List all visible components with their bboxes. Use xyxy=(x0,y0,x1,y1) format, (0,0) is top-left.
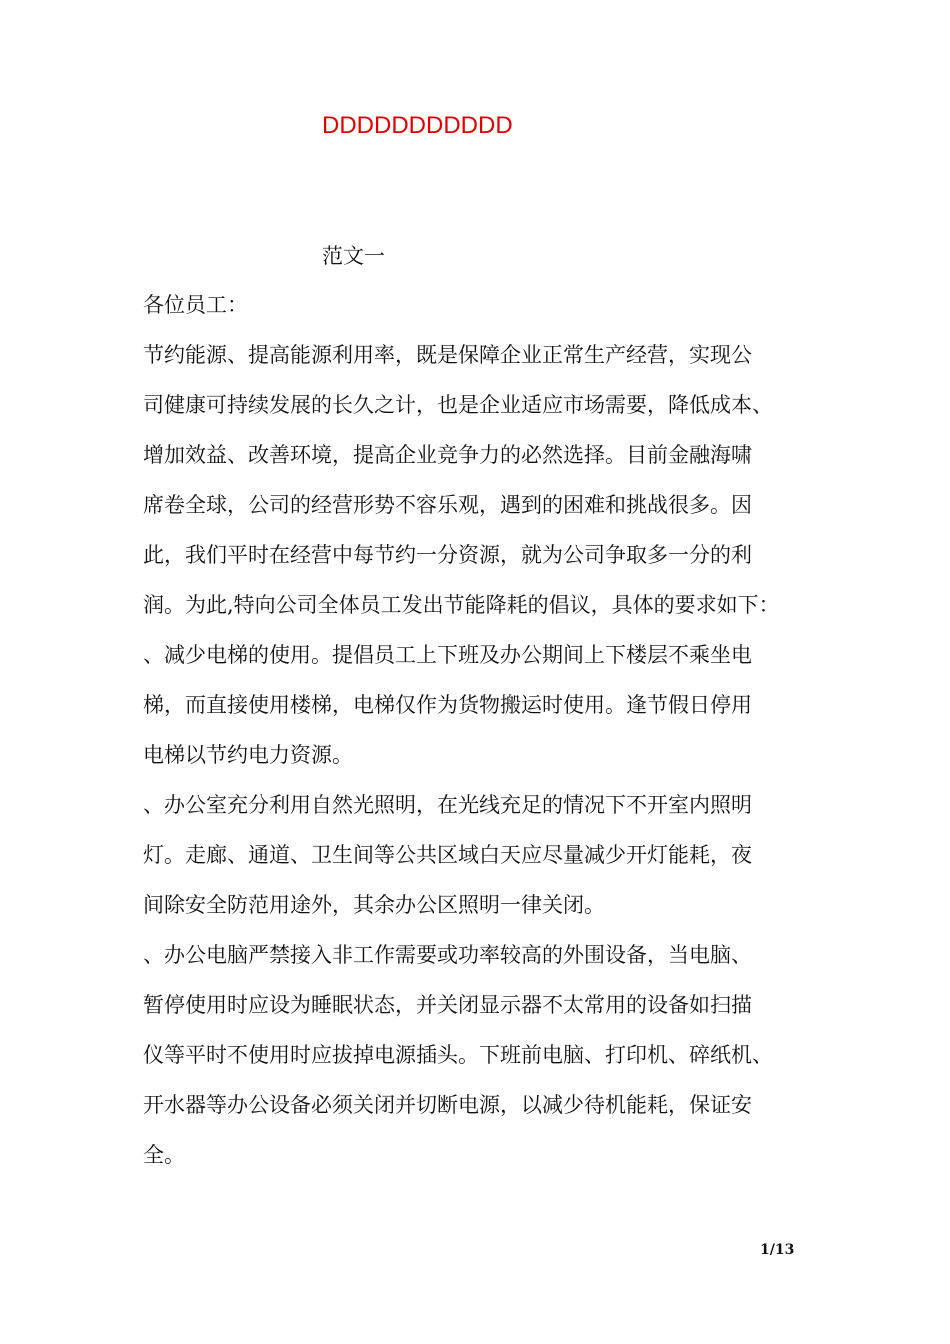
body-line: 电梯以节约电力资源。 xyxy=(143,743,353,767)
body-line: 增加效益、改善环境，提高企业竞争力的必然选择。目前金融海啸 xyxy=(143,443,752,467)
body-line: 司健康可持续发展的长久之计，也是企业适应市场需要，降低成本、 xyxy=(143,393,773,417)
body-line: 梯，而直接使用楼梯，电梯仅作为货物搬运时使用。逢节假日停用 xyxy=(143,693,752,717)
body-line: 间除安全防范用途外，其余办公区照明一律关闭。 xyxy=(143,893,605,917)
body-line: 暂停使用时应设为睡眠状态，并关闭显示器不太常用的设备如扫描 xyxy=(143,993,752,1017)
document-heading: 范文一 xyxy=(322,244,385,268)
body-line: 仪等平时不使用时应拔掉电源插头。下班前电脑、打印机、碎纸机、 xyxy=(143,1043,773,1067)
body-line: 、办公室充分利用自然光照明，在光线充足的情况下不开室内照明 xyxy=(143,793,752,817)
body-line: 开水器等办公设备必须关闭并切断电源，以减少待机能耗，保证安 xyxy=(143,1093,752,1117)
body-line: 节约能源、提高能源利用率，既是保障企业正常生产经营，实现公 xyxy=(143,343,752,367)
header-title: DDDDDDDDDDD xyxy=(322,112,513,139)
body-line: 、减少电梯的使用。提倡员工上下班及办公期间上下楼层不乘坐电 xyxy=(143,643,752,667)
body-line: 此，我们平时在经营中每节约一分资源，就为公司争取多一分的利 xyxy=(143,543,752,567)
body-line: 席卷全球，公司的经营形势不容乐观，遇到的困难和挑战很多。因 xyxy=(143,493,752,517)
body-line: 润。为此,特向公司全体员工发出节能降耗的倡议，具体的要求如下： xyxy=(143,593,780,617)
body-line: 灯。走廊、通道、卫生间等公共区域白天应尽量减少开灯能耗，夜 xyxy=(143,843,752,867)
page-number: 1/13 xyxy=(760,1242,795,1258)
body-line: 、办公电脑严禁接入非工作需要或功率较高的外围设备，当电脑、 xyxy=(143,943,752,967)
body-line: 全。 xyxy=(143,1143,185,1167)
salutation: 各位员工： xyxy=(143,293,248,317)
